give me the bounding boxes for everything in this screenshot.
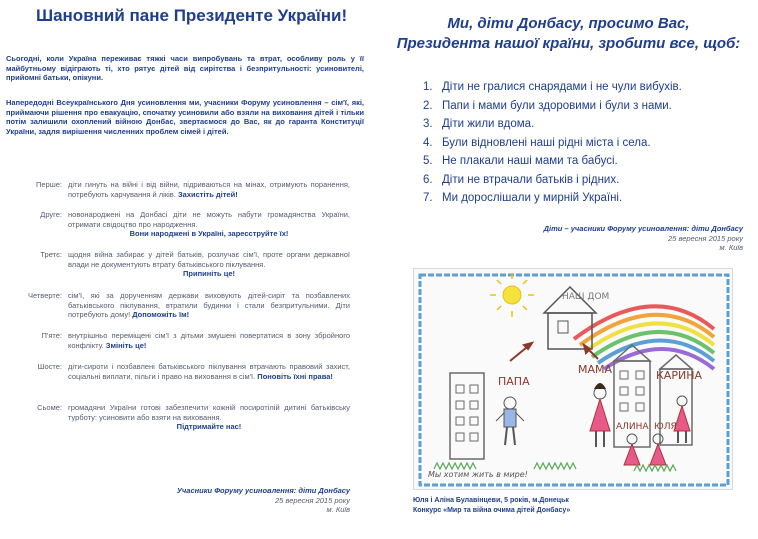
yulia-figure [650,434,666,465]
wish-item: 4. Були відновлені наші рідні міста і села. [423,136,651,149]
problem-call: Змініть це! [105,340,147,350]
drawing-wish-text: Мы хотим жить в мире! [428,470,528,479]
problem-label: Шосте: [37,362,62,371]
mama-figure [590,383,610,447]
problem-text [68,331,350,350]
signature-date: 25 вересня 2015 року [668,233,743,243]
problem-description: діти-сироти і позбавлені батьківського піклування втрачають правовий захист, соціальні виплати, пільги і право на виховання в сім'ї. [68,362,350,381]
problem-label: Четверте: [27,291,62,300]
problem-call: Допоможіть їм! [132,310,190,320]
drawing-caption [413,496,733,515]
arrows-drawing [510,343,598,361]
alina-label: АЛИНА [616,422,649,432]
intro-paragraph-1: Сьогодні, коли Україна переживає тяжкі часи випробувань та втрат, особливу роль у її майбутньому відіграють ті, хто рятує дітей від сирітства і безпритульності: усиновителі, прийомні батьки, опікуни. [6,54,364,83]
problem-description: новонароджені на Донбасі діти не можуть набути громадянства України, отримати свідоцтво про народження. [68,210,350,229]
problem-label: Перше: [35,180,62,189]
mama-label: МАМА [578,363,613,376]
problem-call: Припиніть це! [183,269,235,279]
problem-label: П'яте: [41,331,62,340]
plea-line-1: Ми, діти Донбасу, просимо Вас, [447,15,690,32]
letter-title: Шановний пане Президенте України! [36,6,348,25]
problem-description: діти гинуть на війні і від війни, підриваються на мінах, отримують поранення, потребують харчування й ліків. [68,180,350,199]
left-signature [150,486,350,515]
problem-text [68,250,350,279]
wish-item: 1. Діти не гралися снарядами і не чули вибухів. [423,81,682,93]
drawing-illustration [414,269,734,491]
caption-contest: Конкурс «Мир та війна очима дітей Донбасу» [413,506,571,514]
yulia-label: ЮЛЯ [654,422,677,432]
right-signature [539,224,743,253]
problem-call: Захистіть дітей! [177,189,238,199]
problem-description: громадяни України готові забезпечити кожній посиротілій дитині батьківську турботу: усиновити або взяти на виховання. [68,403,350,422]
papa-figure [496,397,524,445]
problem-text [68,180,350,199]
caption-authors: Юля і Аліна Булавінцеви, 5 років, м.Донецьк [413,497,569,504]
problem-text [68,210,350,239]
problem-text [68,403,350,432]
papa-house-drawing [450,373,484,459]
right-page [379,0,758,539]
signature-city: м. Київ [326,505,350,515]
wish-item: 3. Діти жили вдома. [423,118,535,130]
intro-paragraph-2: Напередодні Всеукраїнського Дня усиновлення ми, учасники Форуму усиновлення – сім'ї, які, приймаючи рішення про евакуацію, спочатку усиновили або взяли на виховання дітей і тільки потім залишили охоплений війною Донбас, звертаємося до Вас, як до гаранта Конституції України, задля вирішення численних проблем сімей і дітей. [6,98,364,136]
problem-label: Друге: [40,210,62,219]
wish-item: 6. Діти не втрачали батьків і рідних. [423,173,620,186]
problem-call: Вони народжені в Україні, заресструйте їх! [129,229,289,239]
papa-label: ПАПА [498,375,530,388]
signature-city: м. Київ [719,243,743,253]
problem-description: внутрішньо переміщені сім'ї з дітьми змушені повертатися в зону збройного конфлікту. [68,331,350,350]
wish-item: 7. Ми дорослішали у мирній Україні. [423,192,623,204]
problem-text [68,291,350,320]
sun-drawing [490,273,534,317]
problem-label: Третє: [40,250,62,259]
wish-item: 5. Не плакали наші мами та бабусі. [423,155,618,167]
signature-date: 25 вересня 2015 року [275,495,350,505]
problem-description: сім'ї, які за дорученням держави виховують дітей-сиріт та позбавлених батьківського піклування, втратили будинки і стали безпритульними. Діти потребують дому! [68,291,350,320]
wish-item: 2. Папи і мами були здоровими і були з нами. [423,99,672,112]
problem-text [68,362,350,381]
signature-author: Діти – учасники Форуму усиновлення: діти Донбасу [543,224,743,233]
karina-figure [674,396,690,443]
karina-label: КАРИНА [656,369,702,382]
alina-figure [624,434,640,465]
children-plea [379,14,758,54]
plea-line-2: Президента нашої країни, зробити все, щоб: [396,35,741,52]
home-label: НАШ ДОМ [562,292,610,302]
child-drawing [413,268,733,490]
signature-author: Учасники Форуму усиновлення: діти Донбасу [176,486,350,495]
problem-call: Підтримайте нас! [176,422,242,432]
problem-label: Сьоме: [37,403,62,412]
wishes-list [423,78,753,208]
problem-call: Поновіть їхні права! [257,371,333,381]
rainbow-drawing [574,306,714,369]
problem-description: щодня війна забирає у дітей батьків, розлучає сім'ї, проте органи державної влади не документують втрату батьківського піклування. [68,250,350,269]
